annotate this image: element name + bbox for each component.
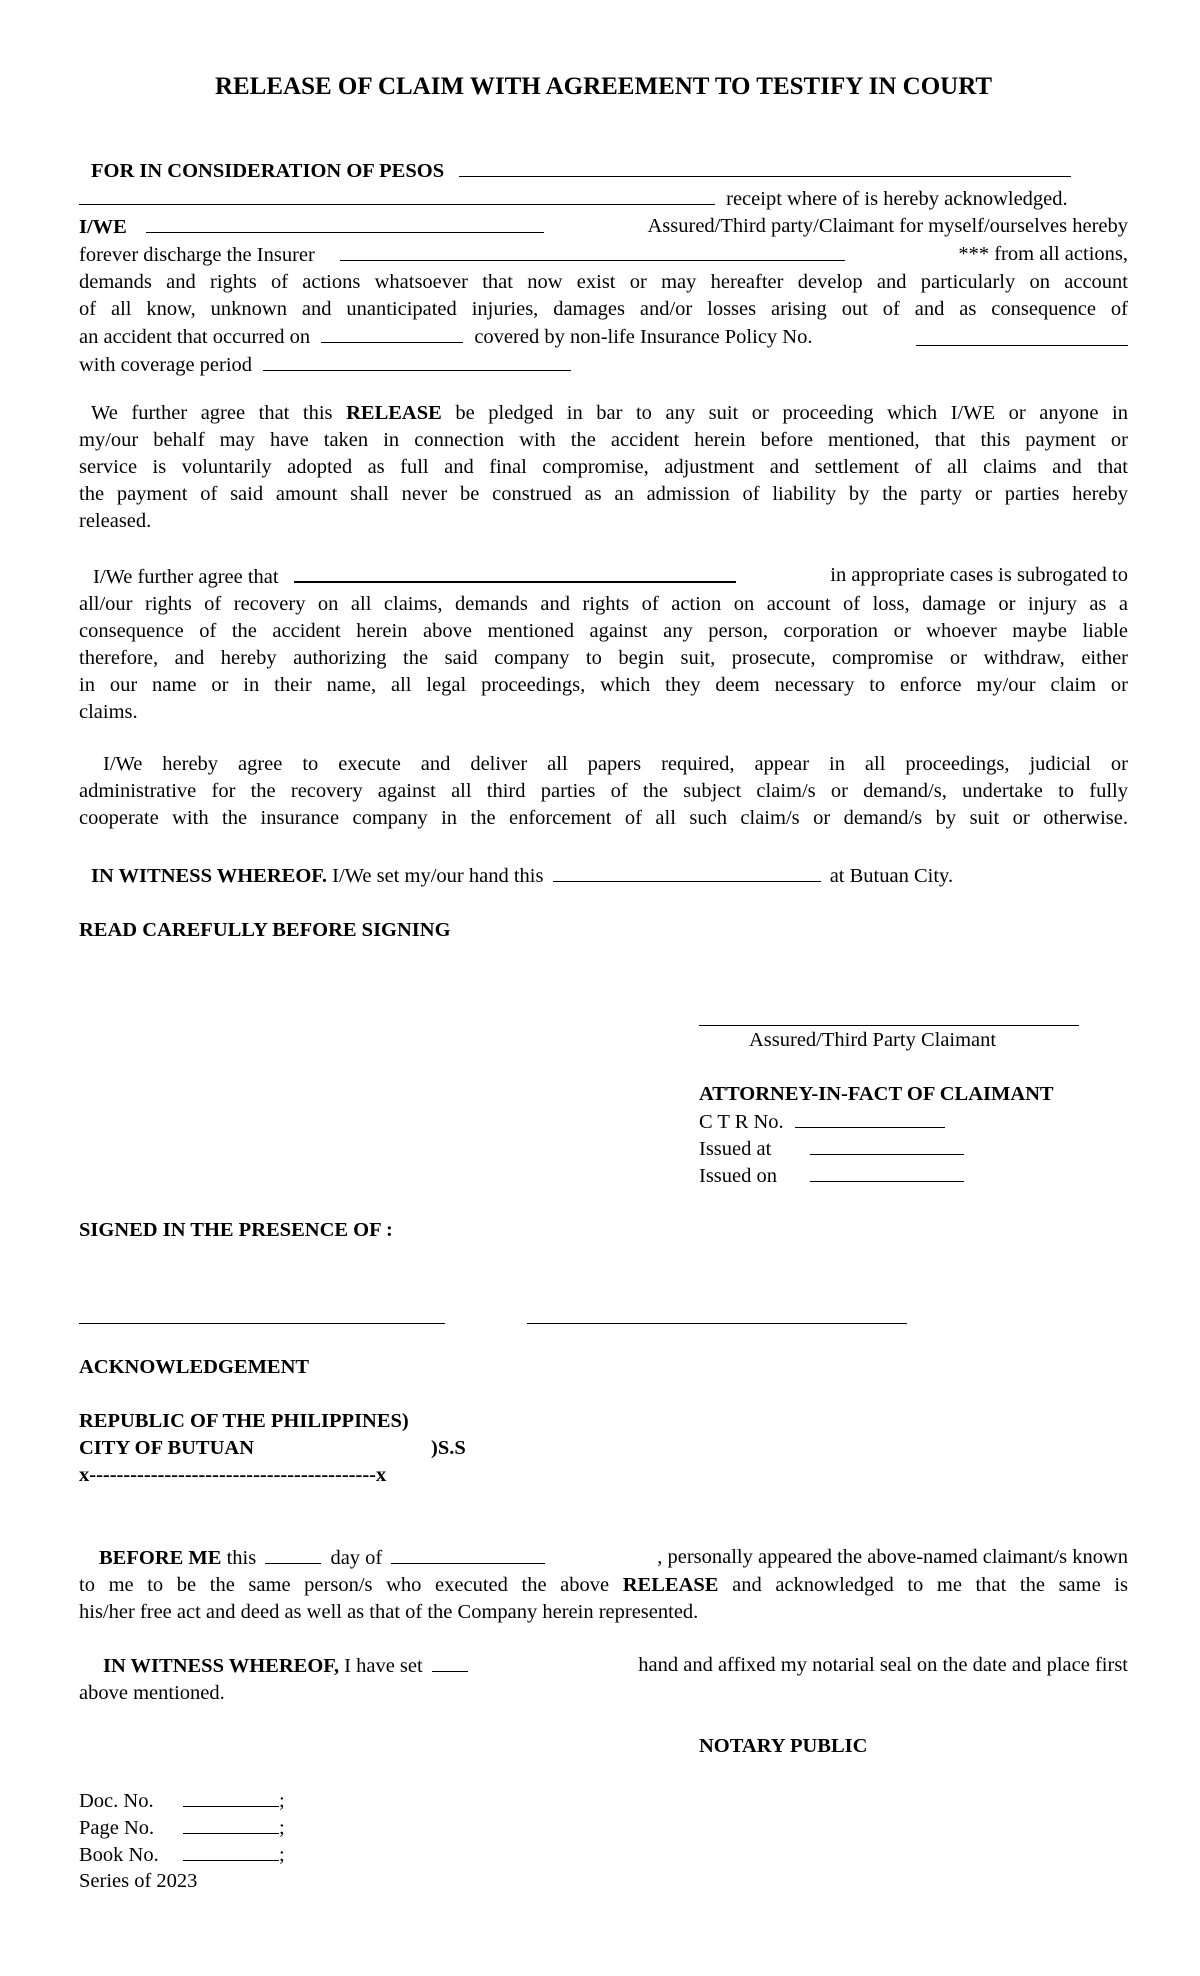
hand-field[interactable] — [432, 1652, 468, 1672]
release-paragraph — [79, 400, 1128, 535]
p3-line3: consequence of the accident herein above mentioned against any person, corporation or whoever maybe liable — [79, 620, 1128, 642]
read-carefully-heading — [79, 917, 451, 944]
before-me-paragraph — [79, 1544, 1128, 1626]
pesos-words-field[interactable] — [79, 185, 715, 205]
receipt-text: receipt where of is hereby acknowledged. — [726, 188, 1068, 210]
p3-line6: claims. — [79, 701, 138, 723]
doc-no-row — [79, 1787, 285, 1815]
ctr-row — [699, 1108, 945, 1136]
cooperation-paragraph — [79, 751, 1128, 832]
p4-line1: I/We hereby agree to execute and deliver all papers required, appear in all proceedings, judicial or — [103, 753, 1128, 775]
witness-place: at Butuan City. — [829, 865, 954, 887]
p3-line5: in our name or in their name, all legal proceedings, which they deem necessary to enforce my/our claim or — [79, 674, 1128, 696]
witness2-signature-line[interactable] — [527, 1323, 907, 1324]
notarial-witness-paragraph — [79, 1652, 1128, 1707]
p3-text-b: in appropriate cases is subrogated to — [830, 564, 1128, 586]
assured-label: Assured/Third Party Claimant — [749, 1029, 997, 1051]
witness-date-field[interactable] — [553, 862, 821, 882]
before-line3: his/her free act and deed as well as that of the Company herein represented. — [79, 1601, 699, 1623]
p3-line4: therefore, and hereby authorizing the said company to begin suit, prosecute, compromise or withdraw, either — [79, 647, 1128, 669]
day-field[interactable] — [265, 1544, 321, 1564]
accident-date-field[interactable] — [321, 323, 463, 343]
book-no-row — [79, 1841, 285, 1869]
p2-line5: released. — [79, 510, 152, 532]
pesos-amount-field[interactable] — [459, 157, 1071, 177]
ctr-label: C T R No. — [699, 1111, 784, 1133]
republic-line — [79, 1408, 409, 1435]
before-me-this: this — [226, 1547, 257, 1569]
book-no-semicolon: ; — [279, 1844, 285, 1866]
forever-discharge-text: forever discharge the Insurer — [79, 244, 315, 266]
page-no-row — [79, 1814, 285, 1842]
month-field[interactable] — [391, 1544, 545, 1564]
accident-date-text: an accident that occurred on — [79, 326, 311, 348]
coverage-period-field[interactable] — [263, 351, 571, 371]
before-me-appeared: , personally appeared the above-named claimant/s known — [657, 1546, 1128, 1568]
issued-on-row — [699, 1162, 964, 1190]
p2-release-word: RELEASE — [346, 402, 442, 424]
issued-at-row — [699, 1135, 964, 1163]
coverage-period-text: with coverage period — [79, 354, 253, 376]
p2-text-a: We further agree that this — [91, 402, 333, 424]
p2-line3: service is voluntarily adopted as full and final compromise, adjustment and settlement of all claims and that — [79, 456, 1128, 478]
p1-line5: demands and rights of actions whatsoever that now exist or may hereafter develop and particularly on account — [79, 271, 1128, 293]
acknowledgement-heading — [79, 1354, 309, 1381]
issued-on-field[interactable] — [810, 1162, 964, 1182]
notary-public-text: NOTARY PUBLIC — [699, 1735, 868, 1757]
p2-line2: my/our behalf may have taken in connection with the accident herein before mentioned, that this payment or — [79, 429, 1128, 451]
witness2-a: I have set — [344, 1655, 423, 1677]
witness-line — [79, 862, 1128, 890]
doc-no-field[interactable] — [183, 1787, 279, 1807]
book-no-label: Book No. — [79, 1844, 159, 1866]
policy-number-field[interactable] — [916, 326, 1128, 346]
document-title: RELEASE OF CLAIM WITH AGREEMENT TO TESTIFY IN COURT — [214, 73, 993, 100]
p4-line2: administrative for the recovery against all third parties of the subject claim/s or demand/s, undertake to fully — [79, 780, 1128, 802]
before-line2-b: and acknowledged to me that the same is — [732, 1574, 1128, 1596]
city-line — [79, 1435, 466, 1462]
p3-text-a: I/We further agree that — [93, 566, 279, 588]
page-no-label: Page No. — [79, 1817, 155, 1839]
p1-line6: of all know, unknown and unanticipated injuries, damages and/or losses arising out of and as consequence of — [79, 298, 1128, 320]
p3-line2: all/our rights of recovery on all claims, demands and rights of action on account of loss, damage or injury as a — [79, 593, 1128, 615]
signed-presence-heading — [79, 1217, 393, 1244]
witness2-bold: IN WITNESS WHEREOF, — [103, 1655, 340, 1677]
page-no-semicolon: ; — [279, 1817, 285, 1839]
city-text: CITY OF BUTUAN — [79, 1437, 255, 1459]
attorney-heading — [699, 1081, 1054, 1108]
subrogation-paragraph — [79, 562, 1128, 726]
before-release-word: RELEASE — [622, 1574, 719, 1596]
issued-at-field[interactable] — [810, 1135, 964, 1155]
witness2-b: hand and affixed my notarial seal on the date and place first — [638, 1654, 1128, 1676]
republic-text: REPUBLIC OF THE PHILIPPINES) — [79, 1410, 409, 1432]
assured-text: Assured/Third party/Claimant for myself/ourselves hereby — [647, 215, 1128, 237]
series-line: Series of 2023 — [79, 1870, 198, 1892]
read-carefully-text: READ CAREFULLY BEFORE SIGNING — [79, 919, 451, 941]
page-no-field[interactable] — [183, 1814, 279, 1834]
x-divider-text: x------------------------------------------x — [79, 1464, 387, 1486]
insurer-company-field[interactable] — [294, 562, 736, 583]
policy-text: covered by non-life Insurance Policy No. — [474, 326, 813, 348]
x-divider — [79, 1462, 386, 1489]
p2-text-b: be pledged in bar to any suit or proceeding which I/WE or anyone in — [455, 402, 1129, 424]
acknowledgement-text: ACKNOWLEDGEMENT — [79, 1356, 310, 1378]
iwe-label: I/WE — [79, 216, 127, 238]
book-no-field[interactable] — [183, 1841, 279, 1861]
consideration-lead: FOR IN CONSIDERATION OF PESOS — [91, 160, 445, 182]
claimant-signature-line[interactable] — [699, 1025, 1079, 1026]
signed-presence-text: SIGNED IN THE PRESENCE OF : — [79, 1219, 393, 1241]
ctr-number-field[interactable] — [795, 1108, 945, 1128]
from-actions-text: *** from all actions, — [958, 243, 1128, 265]
ss-text: )S.S — [431, 1437, 466, 1459]
p2-line4: the payment of said amount shall never be construed as an admission of liability by the party or parties hereby — [79, 483, 1128, 505]
notary-public-heading — [699, 1733, 867, 1760]
before-me-dayof: day of — [330, 1547, 383, 1569]
witness-bold: IN WITNESS WHEREOF. — [91, 865, 328, 887]
attorney-heading-text: ATTORNEY-IN-FACT OF CLAIMANT — [699, 1083, 1054, 1105]
insurer-field[interactable] — [340, 241, 845, 261]
before-line2-a: to me to be the same person/s who executed the above — [79, 1574, 610, 1596]
before-me-bold: BEFORE ME — [99, 1547, 222, 1569]
witness-text: I/We set my/our hand this — [332, 865, 544, 887]
issued-on-label: Issued on — [699, 1165, 778, 1187]
doc-no-semicolon: ; — [279, 1790, 285, 1812]
witness2-line2: above mentioned. — [79, 1682, 225, 1704]
issued-at-label: Issued at — [699, 1138, 772, 1160]
witness1-signature-line[interactable] — [79, 1323, 445, 1324]
consideration-paragraph — [79, 157, 1128, 379]
claimant-name-field[interactable] — [146, 213, 544, 233]
doc-no-label: Doc. No. — [79, 1790, 154, 1812]
p4-line3: cooperate with the insurance company in the enforcement of all such claim/s or demand/s by suit or otherwise. — [79, 807, 1128, 829]
